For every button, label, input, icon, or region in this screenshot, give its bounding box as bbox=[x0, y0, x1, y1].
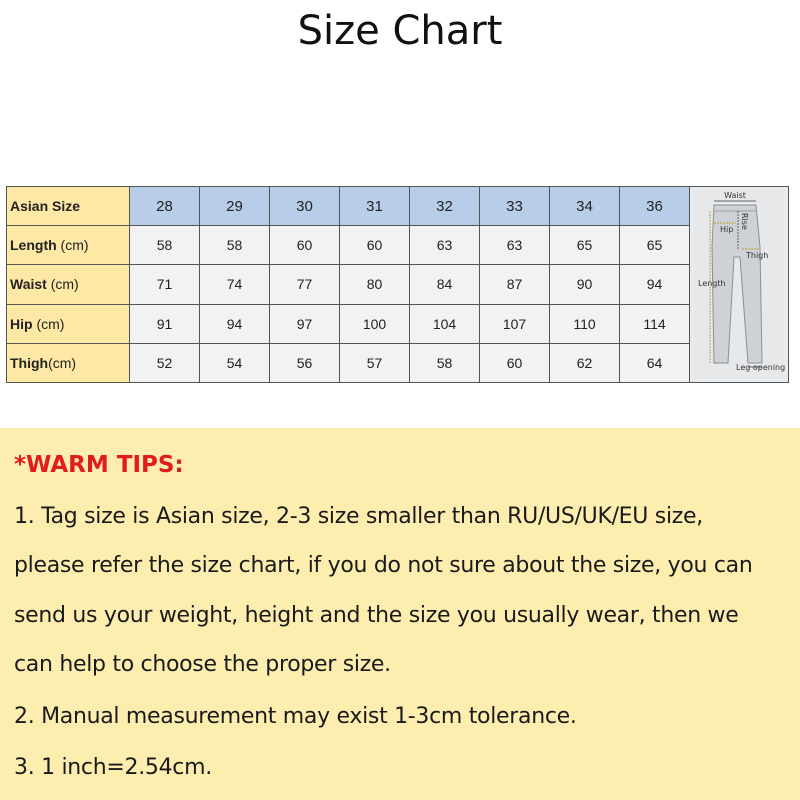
diagram-label-hip: Hip bbox=[720, 225, 734, 234]
table-cell: 87 bbox=[480, 265, 550, 304]
table-cell: 94 bbox=[620, 265, 690, 304]
diagram-label-rise: Rise bbox=[740, 213, 749, 230]
warm-tips-title: *WARM TIPS: bbox=[14, 452, 184, 478]
row-label: Length (cm) bbox=[7, 226, 130, 265]
row-label: Waist (cm) bbox=[7, 265, 130, 304]
table-cell: 54 bbox=[200, 343, 270, 382]
tip-line: 2. Manual measurement may exist 1-3cm tolerance. bbox=[14, 704, 577, 729]
table-cell: 94 bbox=[200, 304, 270, 343]
table-cell: 114 bbox=[620, 304, 690, 343]
size-header: 34 bbox=[550, 187, 620, 226]
page-title: Size Chart bbox=[297, 8, 503, 54]
diagram-label-waist: Waist bbox=[724, 191, 746, 200]
table-cell: 104 bbox=[410, 304, 480, 343]
table-cell: 60 bbox=[480, 343, 550, 382]
tip-line: send us your weight, height and the size you usually wear, then we bbox=[14, 603, 739, 628]
tip-line: please refer the size chart, if you do not sure about the size, you can bbox=[14, 553, 753, 578]
table-cell: 63 bbox=[480, 226, 550, 265]
table-cell: 65 bbox=[550, 226, 620, 265]
table-cell: 107 bbox=[480, 304, 550, 343]
tip-line: 1. Tag size is Asian size, 2-3 size smaller than RU/US/UK/EU size, bbox=[14, 504, 703, 529]
size-header: 32 bbox=[410, 187, 480, 226]
table-cell: 84 bbox=[410, 265, 480, 304]
table-cell: 100 bbox=[340, 304, 410, 343]
table-cell: 58 bbox=[200, 226, 270, 265]
size-header: 29 bbox=[200, 187, 270, 226]
table-cell: 63 bbox=[410, 226, 480, 265]
tip-line: 3. 1 inch=2.54cm. bbox=[14, 755, 212, 780]
size-header: 36 bbox=[620, 187, 690, 226]
table-header-row bbox=[7, 187, 789, 226]
table-cell: 90 bbox=[550, 265, 620, 304]
table-row bbox=[7, 304, 789, 343]
warm-tips-panel bbox=[0, 428, 800, 800]
size-header: 33 bbox=[480, 187, 550, 226]
size-header: 28 bbox=[130, 187, 200, 226]
table-cell: 57 bbox=[340, 343, 410, 382]
table-cell: 91 bbox=[130, 304, 200, 343]
row-label: Hip (cm) bbox=[7, 304, 130, 343]
diagram-label-thigh: Thigh bbox=[746, 251, 769, 260]
table-cell: 56 bbox=[270, 343, 340, 382]
table-row bbox=[7, 343, 789, 382]
table-cell: 62 bbox=[550, 343, 620, 382]
table-cell: 110 bbox=[550, 304, 620, 343]
table-cell: 64 bbox=[620, 343, 690, 382]
size-table bbox=[6, 186, 789, 383]
table-cell: 60 bbox=[270, 226, 340, 265]
diagram-label-leg-opening: Leg opening bbox=[736, 363, 786, 372]
tip-line: can help to choose the proper size. bbox=[14, 652, 391, 677]
table-cell: 74 bbox=[200, 265, 270, 304]
table-cell: 71 bbox=[130, 265, 200, 304]
header-label: Asian Size bbox=[7, 187, 130, 226]
table-cell: 77 bbox=[270, 265, 340, 304]
table-row bbox=[7, 265, 789, 304]
size-header: 30 bbox=[270, 187, 340, 226]
row-label: Thigh(cm) bbox=[7, 343, 130, 382]
table-cell: 52 bbox=[130, 343, 200, 382]
diagram-label-length: Length bbox=[698, 279, 726, 288]
table-cell: 60 bbox=[340, 226, 410, 265]
size-header: 31 bbox=[340, 187, 410, 226]
pants-diagram-image bbox=[690, 187, 788, 382]
table-row bbox=[7, 226, 789, 265]
table-cell: 58 bbox=[410, 343, 480, 382]
table-cell: 97 bbox=[270, 304, 340, 343]
table-cell: 80 bbox=[340, 265, 410, 304]
pants-diagram bbox=[690, 187, 789, 383]
table-cell: 58 bbox=[130, 226, 200, 265]
table-cell: 65 bbox=[620, 226, 690, 265]
